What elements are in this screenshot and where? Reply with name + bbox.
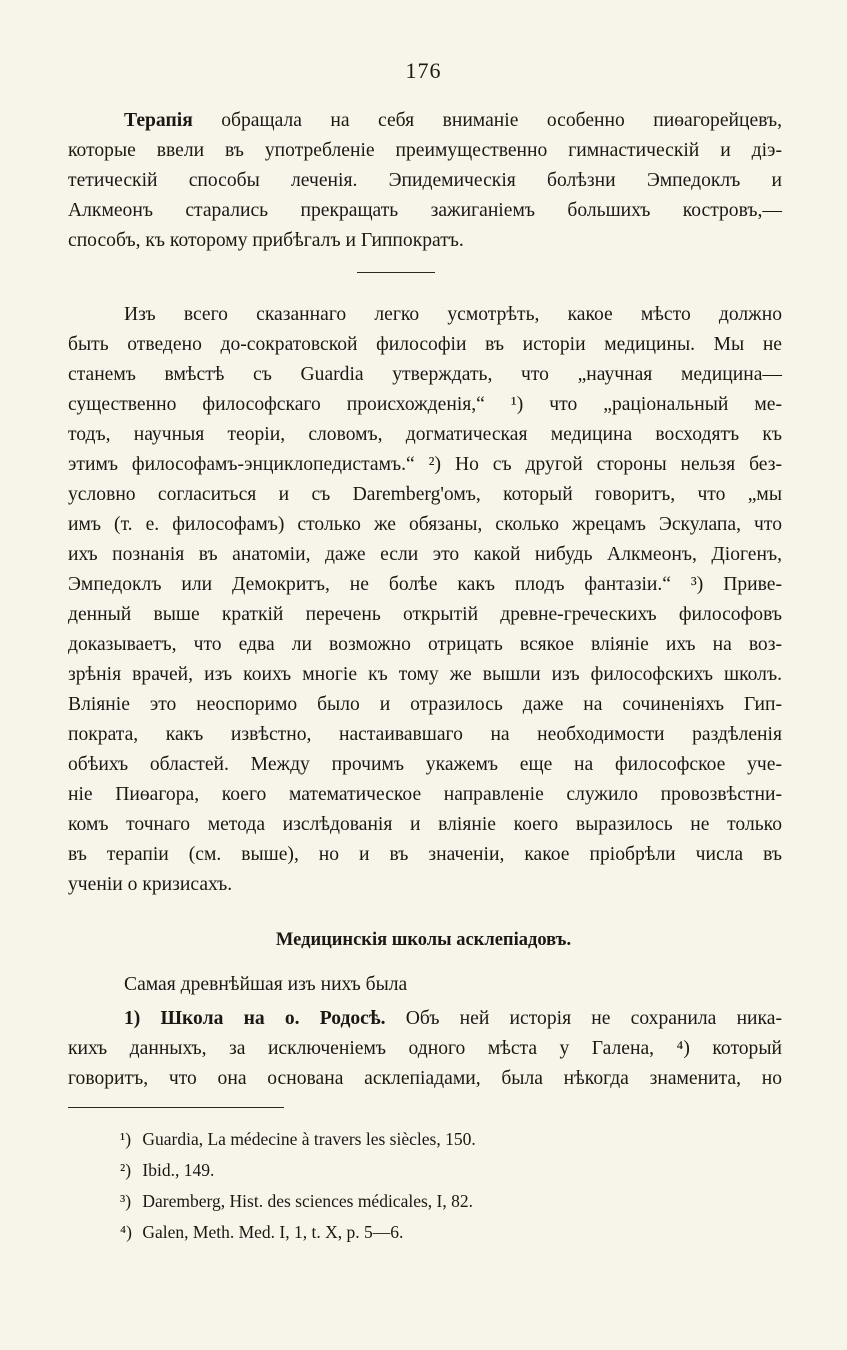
footnote-text: Ibid., 149. xyxy=(142,1160,215,1180)
footnote xyxy=(120,1124,476,1155)
text-line: способъ, къ которому прибѣгалъ и Гиппократъ. xyxy=(68,230,464,251)
intro-line: Самая древнѣйшая изъ нихъ была xyxy=(124,974,408,995)
footnote-mark: ¹) xyxy=(120,1129,132,1149)
text-line: быть отведено до-сократовской философіи въ исторіи медицины. Мы не xyxy=(68,334,782,355)
section-divider xyxy=(357,272,435,273)
page-number: 176 xyxy=(405,58,442,83)
text-line: ніе Пиөагора, коего математическое направленіе служило провозвѣстни- xyxy=(68,784,782,805)
text-line: Терапія обращала на себя вниманіе особенно пиөагорейцевъ, xyxy=(124,110,782,131)
footnote xyxy=(120,1155,476,1186)
text-line: Вліяніе это неоспоримо было и отразилось даже на сочиненіяхъ Гип- xyxy=(68,694,782,715)
footnote-text: Guardia, La médecine à travers les siècles, 150. xyxy=(142,1129,476,1149)
text-line: говоритъ, что она основана асклепіадами, была нѣкогда знаменита, но xyxy=(68,1068,782,1089)
text-line: этимъ философамъ-энциклопедистамъ.“ ²) Но съ другой стороны нельзя без- xyxy=(68,454,782,475)
text-line: Изъ всего сказаннаго легко усмотрѣть, какое мѣсто должно xyxy=(124,304,782,325)
text-line: комъ точнаго метода изслѣдованія и вліяніе коего выразилось не только xyxy=(68,814,782,835)
paragraph-therapy xyxy=(68,106,782,256)
text-line: имъ (т. е. философамъ) столько же обязаны, сколько жрецамъ Эскулапа, что xyxy=(68,514,782,535)
paragraph-rhodes-school xyxy=(68,1004,782,1094)
text-line: существенно философскаго происхожденія,“ ¹) что „раціональный ме- xyxy=(68,394,782,415)
text-line: зрѣнія врачей, изъ коихъ многіе къ тому же вышли изъ философскихъ школъ. xyxy=(68,664,782,685)
footnote-text: Galen, Meth. Med. I, 1, t. X, p. 5—6. xyxy=(142,1222,404,1242)
text-line: 1) Школа на о. Родосѣ. Объ ней исторія не сохранила ника- xyxy=(124,1008,782,1029)
text-line: Эмпедоклъ или Демокритъ, не болѣе какъ плодъ фантазіи.“ ³) Приве- xyxy=(68,574,782,595)
footnote xyxy=(120,1186,476,1217)
text-line: обѣихъ областей. Между прочимъ укажемъ еще на философское уче- xyxy=(68,754,782,775)
run-in-heading: 1) Школа на о. Родосѣ. xyxy=(124,1008,386,1029)
text-line: условно согласиться и съ Daremberg'омъ, который говоритъ, что „мы xyxy=(68,484,782,505)
text-line: ихъ познанія въ анатоміи, даже если это какой нибудь Алкмеонъ, Діогенъ, xyxy=(68,544,782,565)
text-line: денный выше краткій перечень открытій древне-греческихъ философовъ xyxy=(68,604,782,625)
footnote-mark: ³) xyxy=(120,1191,132,1211)
text-line: въ терапіи (см. выше), но и въ значеніи, какое пріобрѣли числа въ xyxy=(68,844,782,865)
section-heading: Медицинскія школы асклепіадовъ. xyxy=(275,930,572,950)
footnote-text: Daremberg, Hist. des sciences médicales, I, 82. xyxy=(142,1191,473,1211)
text-line: доказываетъ, что едва ли возможно отрицать всякое вліяніе ихъ на воз- xyxy=(68,634,782,655)
text-line: которые ввели въ употребленіе преимущественно гимнастическій и діэ- xyxy=(68,140,782,161)
run-in-heading: Терапія xyxy=(124,110,193,131)
paragraph-philosophy xyxy=(68,300,782,900)
text-line: ученіи о кризисахъ. xyxy=(68,874,233,895)
text-line: тетическій способы леченія. Эпидемическія болѣзни Эмпедоклъ и xyxy=(68,170,782,191)
text-line: тодъ, научныя теоріи, словомъ, догматическая медицина восходятъ къ xyxy=(68,424,782,445)
text-line: станемъ вмѣстѣ съ Guardia утверждать, что „научная медицина— xyxy=(68,364,782,385)
footnote xyxy=(120,1217,476,1248)
footnote-mark: ⁴) xyxy=(120,1222,132,1242)
footnote-separator xyxy=(68,1107,284,1108)
text-line: кихъ данныхъ, за исключеніемъ одного мѣста у Галена, ⁴) который xyxy=(68,1038,782,1059)
text-line: Алкмеонъ старались прекращать зажиганіемъ большихъ костровъ,— xyxy=(68,200,782,221)
footnote-mark: ²) xyxy=(120,1160,132,1180)
text-line: пократа, какъ извѣстно, настаивавшаго на необходимости раздѣленія xyxy=(68,724,782,745)
footnotes xyxy=(120,1124,476,1248)
